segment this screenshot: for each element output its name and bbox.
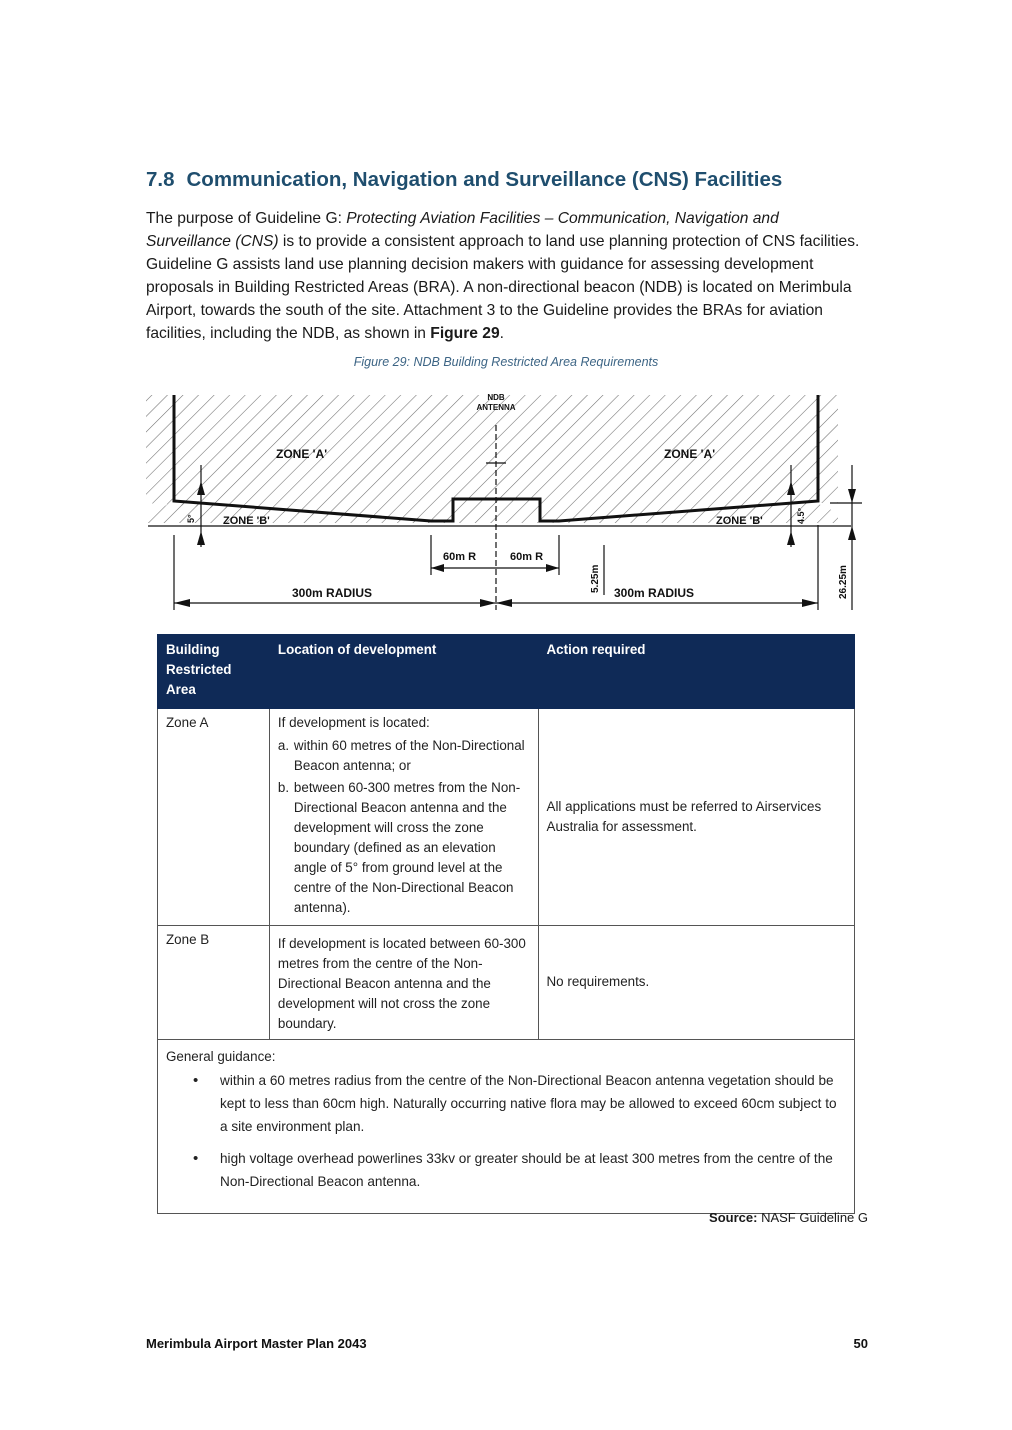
general-guidance-label: General guidance: <box>166 1049 276 1064</box>
r60-arrow-right <box>546 564 559 572</box>
radius-label-left: 300m RADIUS <box>292 586 373 600</box>
footer-document-title: Merimbula Airport Master Plan 2043 <box>146 1336 367 1351</box>
height-arrow-top <box>848 489 856 503</box>
radius-arrow-left <box>174 599 190 607</box>
paragraph-text-2: is to provide a consistent approach to land use planning protection of CNS facilities. Guideline G assists land use planning decision makers with guidance for assessing development proposals in Building Restricted Areas (BRA). A non-directional beacon (NDB) is located on Merimbula Airport, towards the south of the site. Attachment 3 to the Guideline provides the BRAs for aviation facilities, including the NDB, as shown in <box>146 233 860 342</box>
footer-page-number: 50 <box>853 1336 868 1351</box>
zone-a-condition-b <box>278 778 530 918</box>
general-guidance-list <box>166 1069 846 1208</box>
radius-label-right: 300m RADIUS <box>614 586 695 600</box>
zone-a-conditions <box>278 736 530 918</box>
paragraph-text-1: The purpose of Guideline G: <box>146 210 347 227</box>
zone-a-location <box>269 709 538 926</box>
table-row-zone-a <box>158 709 855 926</box>
r60-label-left: 60m R <box>443 551 477 563</box>
condition-b-text: between 60-300 metres from the Non-Directional Beacon antenna and the development will cross the zone boundary (defined as an elevation angle of 5° from ground level at the centre of the Non-Directional Beacon antenna). <box>293 780 521 915</box>
zone-a-name: Zone A <box>158 709 270 926</box>
figure-reference: Figure 29 <box>430 325 500 342</box>
r60-arrow-left <box>431 564 444 572</box>
general-guidance-item: • high voltage overhead powerlines 33kv or greater should be at least 300 metres from the centre of the Non-Directional Beacon antenna. <box>220 1147 846 1193</box>
zone-a-intro: If development is located: <box>277 715 430 730</box>
zone-a-hatch <box>146 395 838 523</box>
section-number: 7.8 <box>146 168 175 191</box>
table-header-row <box>158 635 855 709</box>
zone-b-label-left: ZONE 'B' <box>223 515 270 527</box>
antenna-label-1: NDB <box>487 393 505 402</box>
zone-a-action: All applications must be referred to Airservices Australia for assessment. <box>538 709 854 926</box>
radius-arrow-centre-l <box>480 599 496 607</box>
condition-b-marker: b. <box>277 780 290 795</box>
header-location: Location of development <box>269 635 538 709</box>
table-row-zone-b <box>158 926 855 1040</box>
source-note <box>146 1210 868 1225</box>
radius-arrow-centre-r <box>496 599 512 607</box>
figure-caption: Figure 29: NDB Building Restricted Area Requirements <box>353 355 659 369</box>
right-angle-arrow-up-2 <box>787 531 795 545</box>
left-angle-arrow-up-2 <box>197 531 205 545</box>
angle-label-right: 4.5° <box>796 507 806 524</box>
section-heading <box>146 168 782 192</box>
source-text: NASF Guideline G <box>757 1210 868 1225</box>
zone-b-action: No requirements. <box>538 926 854 1040</box>
general-guidance-item: • within a 60 metres radius from the centre of the Non-Directional Beacon antenna vegetation should be kept to less than 60cm high. Naturally occurring native flora may be allowed to exceed 60cm subject to a site environment plan. <box>220 1069 846 1138</box>
zone-a-label-left: ZONE 'A' <box>276 447 328 461</box>
height-label-centre: 5.25m <box>590 564 601 593</box>
header-action: Action required <box>538 635 854 709</box>
general-guidance-cell <box>158 1040 855 1214</box>
intro-paragraph <box>146 207 866 345</box>
table-row-general <box>158 1040 855 1214</box>
height-label-right: 26.25m <box>838 565 849 599</box>
r60-label-right: 60m R <box>510 551 544 563</box>
bra-requirements-table <box>157 634 855 1214</box>
height-arrow-bottom <box>848 526 856 540</box>
zone-a-label-right: ZONE 'A' <box>664 447 716 461</box>
antenna-label-2: ANTENNA <box>476 403 516 412</box>
paragraph-text-3: . <box>499 325 504 342</box>
zone-b-name: Zone B <box>158 926 270 1040</box>
radius-arrow-right <box>802 599 818 607</box>
header-bra: Building Restricted Area <box>158 635 270 709</box>
zone-b-label-right: ZONE 'B' <box>716 515 763 527</box>
section-title: Communication, Navigation and Surveillance (CNS) Facilities <box>186 168 783 191</box>
zone-b-location: If development is located between 60-300 metres from the centre of the Non-Directional Beacon antenna and the development will not cross the zone boundary. <box>269 926 538 1040</box>
zone-a-condition-a <box>278 736 530 776</box>
angle-label-left: 5° <box>186 514 196 523</box>
condition-a-marker: a. <box>277 738 290 753</box>
source-label: Source: <box>709 1210 758 1225</box>
ndb-bra-diagram <box>146 385 866 617</box>
condition-a-text: within 60 metres of the Non-Directional Beacon antenna; or <box>293 738 525 773</box>
guideline-title: Protecting Aviation Facilities – Communication, Navigation and Surveillance (CNS) <box>146 210 779 250</box>
